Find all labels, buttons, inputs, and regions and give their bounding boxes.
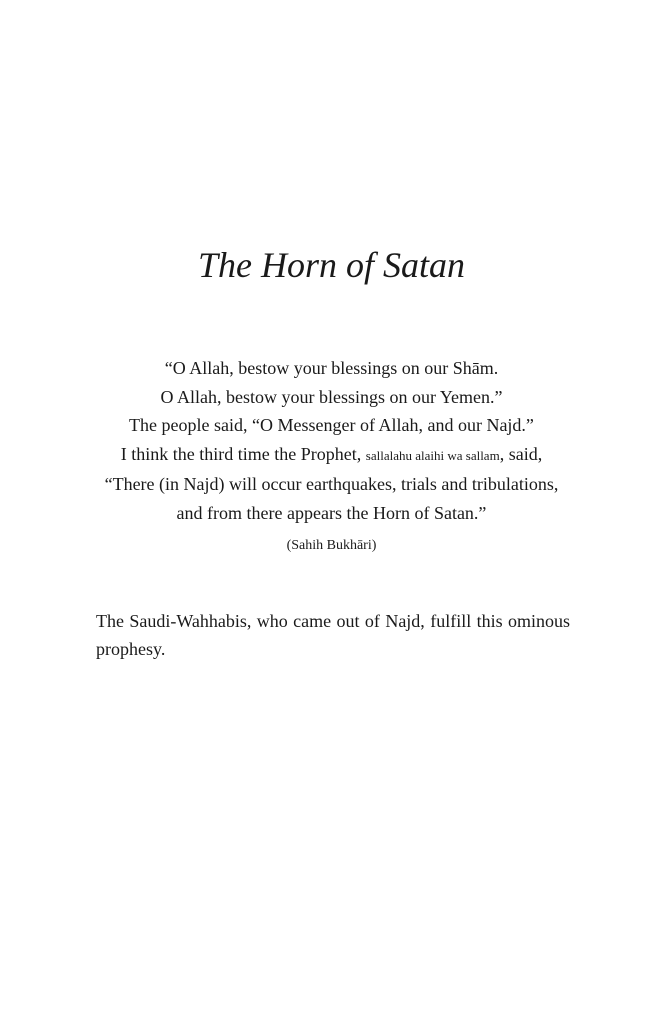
- quote-line-4-start: I think the third time the Prophet,: [120, 443, 362, 464]
- quote-line-1: “O Allah, bestow your blessings on our Shām.: [164, 358, 499, 378]
- body-paragraph: The Saudi-Wahhabis, who came out of Najd, fulfill this ominous prophesy.: [96, 611, 570, 659]
- quote-source: (Sahih Bukhāri): [286, 538, 377, 553]
- quote-line-6: and from there appears the Horn of Satan.”: [176, 502, 487, 523]
- quote-line-4: [40, 440, 623, 471]
- quote-line-3: The people said, “O Messenger of Allah, and our Najd.”: [129, 415, 534, 435]
- quote-line-4-end: , said,: [499, 443, 543, 464]
- honorific: sallalahu alaihi wa sallam: [365, 447, 500, 463]
- hadith-quote: [40, 354, 623, 527]
- quote-line-5: “There (in Najd) will occur earthquakes, trials and tribulations,: [104, 474, 559, 494]
- page-title: The Horn of Satan: [197, 245, 465, 285]
- quote-line-2: O Allah, bestow your blessings on our Yemen.”: [160, 386, 503, 407]
